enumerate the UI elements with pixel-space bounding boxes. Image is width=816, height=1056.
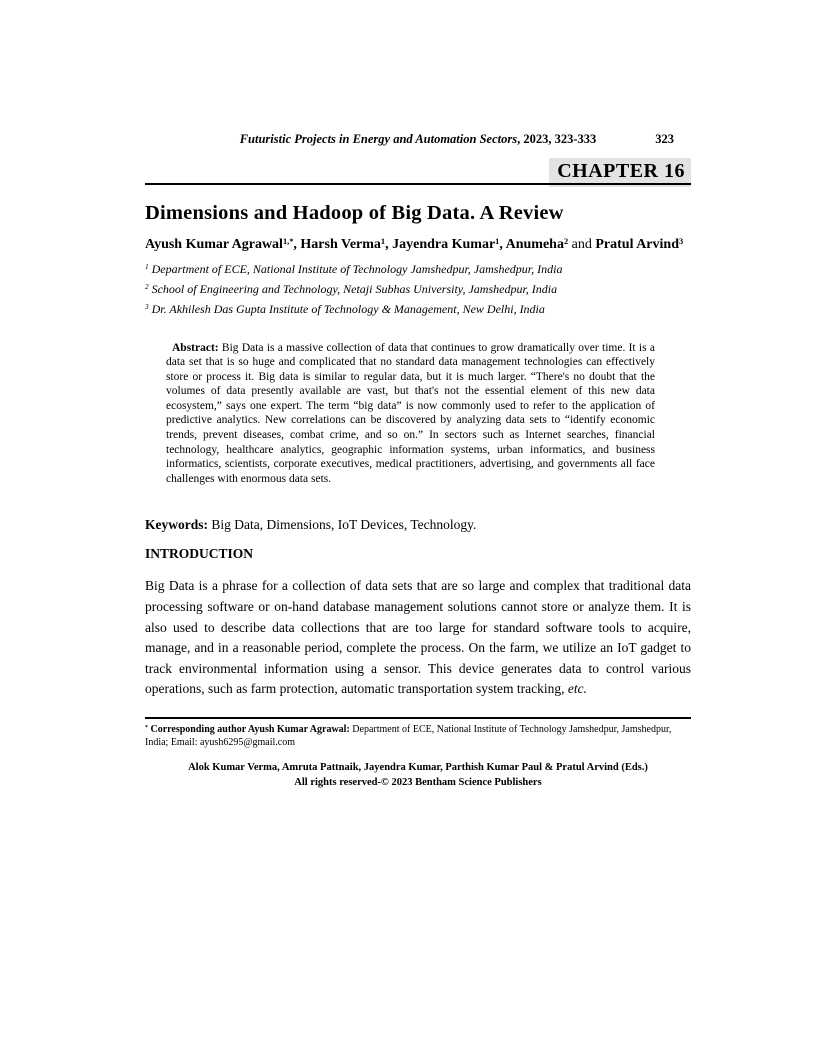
keywords-line: Keywords: Big Data, Dimensions, IoT Devices, Technology. [145,517,477,533]
book-title: Futuristic Projects in Energy and Automation Sectors, 2023, 323-333 [239,132,597,146]
content-column [145,0,691,790]
affiliation-line: $^2$ School of Engineering and Technology, Netaji Subhas University, Jamshedpur, India [145,281,558,296]
introduction-heading: INTRODUCTION [145,546,254,562]
introduction-paragraph: Big Data is a phrase for a collection of data sets that are so large and complex that traditional data processing software or on-hand database management solutions cannot store or analyze them. It is also used to describe data collections that are too large for standard software tools to acquire, manage, and in a reasonable period, complete the process. On the farm, we utilize an IoT gadget to track environmental information using a sensor. This device generates data to control various operations, such as farm protection, automatic transportation system tracking, etc. [145,578,691,697]
page-number: 323 [655,132,674,146]
chapter-badge: CHAPTER 16 [549,158,691,187]
affiliations [145,259,691,319]
header-rule [145,183,691,185]
editors-line: Alok Kumar Verma, Amruta Pattnaik, Jayendra Kumar, Parthish Kumar Paul & Pratul Arvind (Eds.) [188,762,648,773]
affiliation-line: $^1$ Department of ECE, National Institute of Technology Jamshedpur, Jamshedpur, India [145,261,563,276]
running-head [145,132,691,148]
abstract-paragraph: Abstract: Big Data is a massive collection of data that continues to grow dramatically over time. It is a data set that is so huge and complicated that no standard data management technologies can effectively store or process it. Big data is similar to regular data, but it is much larger. “There's no doubt that the volumes of data presently available are vast, but that's not the essential element of this new data ecosystem,” says one expert. The term “big data” is now commonly used to refer to the application of predictive analytics. New correlations can be discovered by analyzing data sets to “identify economic trends, prevent diseases, combat crime, and so on.” In sectors such as Internet searches, financial technology, healthcare analytics, geographic information systems, urban informatics, and business informatics, scientists, corporate executives, medical practitioners, advertising, and governments all face challenges with enormous data sets. [166,341,655,485]
publisher-footer [145,760,691,790]
chapter-title: Dimensions and Hadoop of Big Data. A Review [145,202,564,224]
copyright-line: All rights reserved-© 2023 Bentham Science Publishers [294,777,542,788]
authors-line: Ayush Kumar Agrawal$^{1,*}$, Harsh Verma$^1$, Jayendra Kumar$^1$, Anumeha$^2$ and Pratul Arvind$^3$ [145,236,684,252]
chapter-heading [145,158,691,188]
affiliation-line: $^3$ Dr. Akhilesh Das Gupta Institute of Technology & Management, New Delhi, India [145,301,545,316]
footnote-rule [145,717,691,719]
corresponding-author-footnote: * Corresponding author Ayush Kumar Agrawal: Department of ECE, National Institute of Technology Jamshedpur, Jamshedpur, India; Email: ayush6295@gmail.com [145,724,672,748]
